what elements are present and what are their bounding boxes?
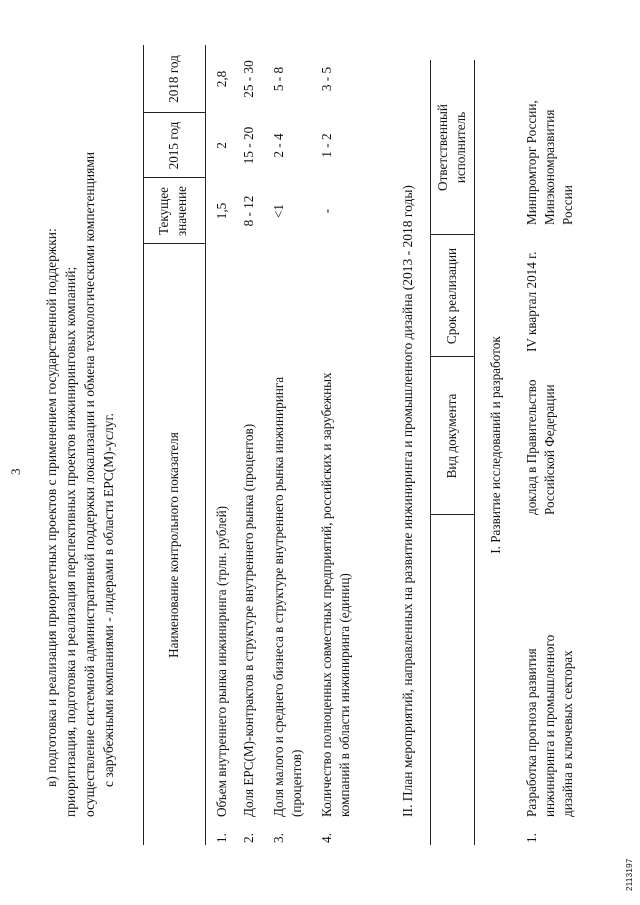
table2-row-1-name-1: Разработка прогноза развития <box>524 648 539 817</box>
table2-row-1-responsible-3: России <box>560 185 575 225</box>
table2-row-1-name-3: дизайна в ключевых секторах <box>560 650 575 817</box>
table2-header-doc-type: Вид документа <box>444 393 459 479</box>
table1-row-2-2018: 25 - 30 <box>241 60 256 98</box>
intro-line-3: осуществление системной административной поддержки локализации и обмена технологическими компетенциями <box>82 151 97 817</box>
table1-row-2-current: 8 - 12 <box>241 195 256 227</box>
section-2-title: II. План мероприятий, направленных на развитие инжиниринга и промышленного дизайна (2013 - 2018 годы) <box>400 185 415 817</box>
table1-row-2-2015: 15 - 20 <box>241 126 256 165</box>
page-number: 3 <box>8 468 23 475</box>
table1-row-1-2015: 2 <box>214 142 229 149</box>
intro-line-2: приоритизация, подготовка и реализация перспективных проектов инжиниринговых компаний; <box>63 266 78 817</box>
table1-row-2-name: Доля EPC(M)-контрактов в структуре внутреннего рынка (процентов) <box>241 423 256 817</box>
table2-header-responsible-1: Ответственный <box>435 104 450 191</box>
table1-row-3-2018: 5 - 8 <box>271 66 286 92</box>
table1-row-2-num: 2. <box>241 833 256 843</box>
intro-line-4: с зарубежными компаниями - лидерами в области EPC(M)-услуг. <box>101 413 116 787</box>
table1-row-4-num: 4. <box>319 833 334 843</box>
table1-row-4-2015: 1 - 2 <box>319 133 334 158</box>
intro-line-1: в) подготовка и реализация приоритетных проектов с применением государственной поддержки: <box>44 228 59 787</box>
table2-row-1-doc-type-2: Российской Федерации <box>542 384 557 515</box>
table1-row-4-name-1: Количество полноценных совместных предприятий, российских и зарубежных <box>319 372 334 817</box>
table1-row-1-num: 1. <box>214 833 229 843</box>
table2-row-1-doc-type-1: доклад в Правительство <box>524 379 539 515</box>
table1-row-3-2015: 2 - 4 <box>271 133 286 158</box>
table1-row-1-current: 1,5 <box>214 202 229 220</box>
table2-subsection-title: I. Развитие исследований и разработок <box>488 336 503 554</box>
table2-row-1-responsible-2: Минэкономразвития <box>542 109 557 225</box>
table2-row-1-name-2: инжиниринга и промышленного <box>542 634 557 817</box>
table1-header-current-1: Текущее <box>156 186 171 236</box>
table1-header-current-2: значение <box>174 185 189 237</box>
document-id: 2113197 <box>625 858 634 891</box>
table1-row-3-name-1: Доля малого и среднего бизнеса в структуре внутреннего рынка инжиниринга <box>271 376 286 817</box>
table2-row-1-responsible-1: Минпромторг России, <box>524 100 539 225</box>
table2-header-responsible-2: исполнитель <box>453 111 468 184</box>
table1-row-1-2018: 2,8 <box>214 70 229 88</box>
table1-header-2015: 2015 год <box>166 121 181 170</box>
table1-row-3-name-2: (процентов) <box>289 749 304 817</box>
table1-row-4-2018: 3 - 5 <box>319 66 334 92</box>
table1-row-3-num: 3. <box>271 833 286 843</box>
table1-row-1-name: Объем внутреннего рынка инжиниринга (трлн. рублей) <box>214 505 229 817</box>
table2-row-1-num: 1. <box>524 833 539 843</box>
table2-header-term: Срок реализации <box>444 247 459 345</box>
table1-row-4-current: - <box>319 208 334 214</box>
table1-row-4-name-2: компаний в области инжиниринга (единиц) <box>337 573 352 817</box>
table1-header-2018: 2018 год <box>166 55 181 103</box>
table2-row-1-term: IV квартал 2014 г. <box>524 251 539 352</box>
table1-header-name: Наименование контрольного показателя <box>166 432 181 658</box>
table1-row-3-current: <1 <box>271 203 286 219</box>
